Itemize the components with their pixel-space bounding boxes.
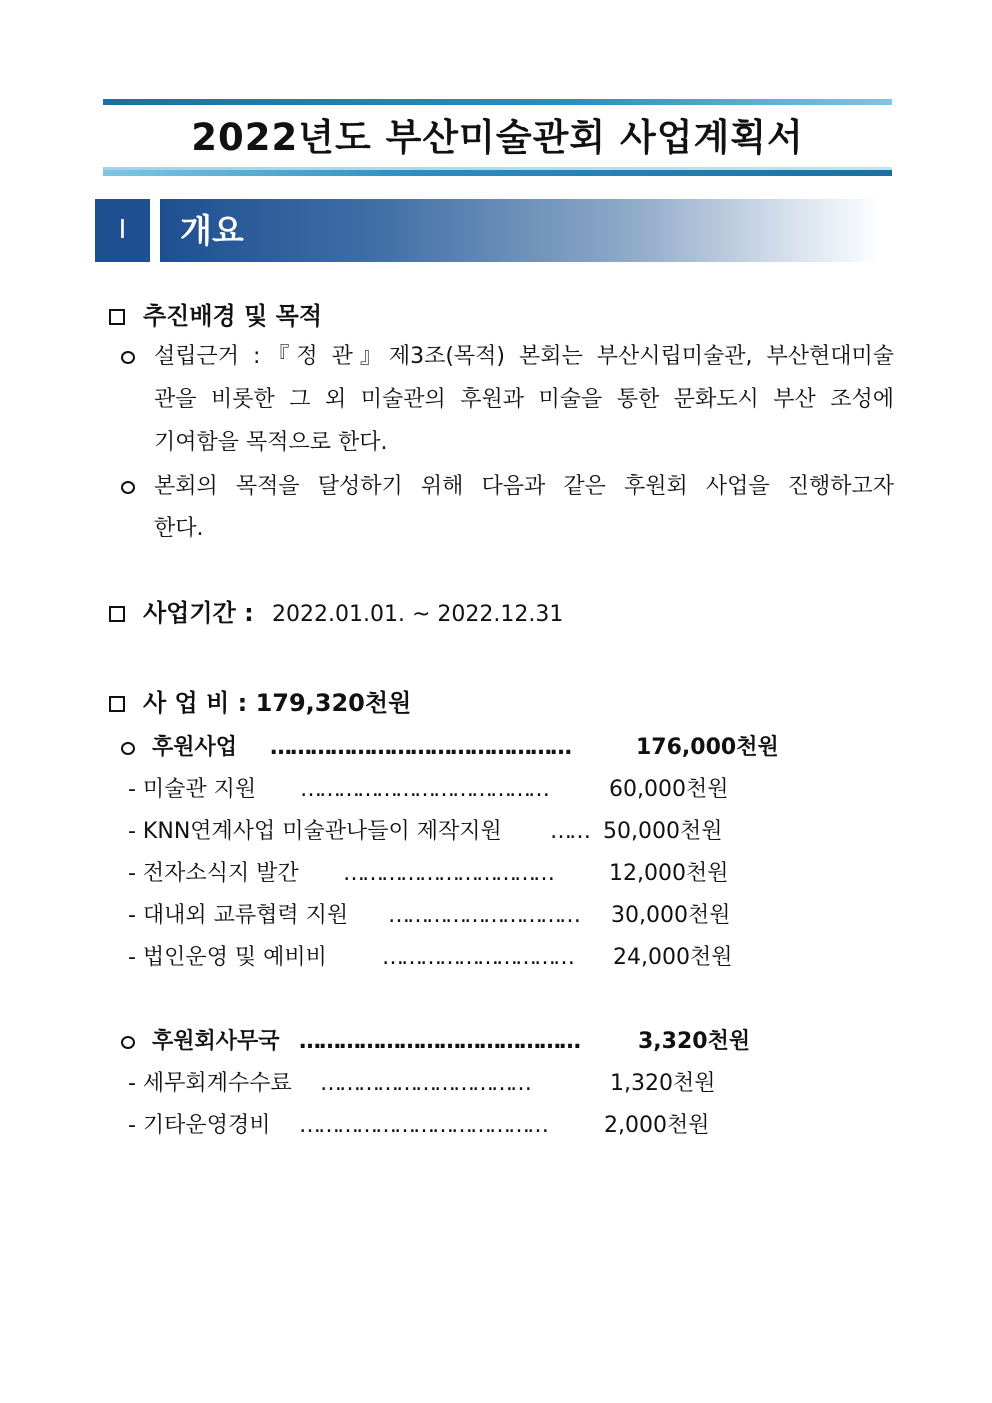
period-heading: 사업기간 : [143, 599, 254, 627]
budget-group-2-label: 후원회사무국 [152, 1029, 280, 1054]
budget-item-label: - 법인운영 및 예비비 [128, 945, 327, 970]
background-bullet-1-line-1: 설립근거 :『정 관』제3조(목적) 본회는 부산시립미술관, 부산현대미술 [154, 344, 894, 369]
budget-item-amount: 24,000천원 [613, 945, 733, 970]
section-number-block: Ⅰ [95, 199, 150, 262]
budget-item-amount: 1,320천원 [610, 1071, 716, 1096]
budget-item-leader: …………………………… [343, 861, 552, 886]
budget-item-amount: 60,000천원 [609, 777, 729, 802]
budget-item-leader: …… [550, 819, 588, 844]
budget-item-leader: ………………………………… [300, 777, 547, 802]
budget-item-leader: ………………………………… [299, 1113, 546, 1138]
document-title: 2022년도 부산미술관회 사업계획서 [191, 116, 804, 159]
title-bottom-rule-dark [103, 170, 892, 176]
budget-group-1-amount: 176,000천원 [636, 735, 779, 760]
budget-item-label: - 대내외 교류협력 지원 [128, 903, 349, 928]
background-heading: 추진배경 및 목적 [143, 302, 322, 330]
budget-item-label: - 기타운영경비 [128, 1113, 271, 1138]
budget-item-amount: 2,000천원 [604, 1113, 710, 1138]
background-bullet-2-line-2: 한다. [154, 516, 204, 541]
budget-group-2-leader: …………………………………… [299, 1029, 579, 1054]
circle-bullet-icon [121, 742, 135, 755]
budget-group-1-leader: ……………………………………… [270, 735, 570, 760]
checkbox-square-icon [109, 309, 125, 325]
budget-heading: 사 업 비 : 179,320천원 [143, 689, 412, 717]
budget-item-label: - 전자소식지 발간 [128, 861, 299, 886]
budget-item-label: - 미술관 지원 [128, 777, 257, 802]
budget-item-label: - 세무회계수수료 [128, 1071, 292, 1096]
section-header-bar [160, 199, 882, 262]
period-value: 2022.01.01. ~ 2022.12.31 [272, 602, 564, 627]
title-top-rule [103, 99, 892, 105]
background-bullet-1-line-2: 관을 비롯한 그 외 미술관의 후원과 미술을 통한 문화도시 부산 조성에 [154, 387, 894, 412]
background-bullet-1-line-3: 기여함을 목적으로 한다. [154, 430, 388, 455]
budget-item-label: - KNN연계사업 미술관나들이 제작지원 [128, 819, 502, 844]
budget-item-leader: ………………………… [382, 945, 572, 970]
budget-item-amount: 50,000천원 [603, 819, 723, 844]
section-title: 개요 [180, 211, 244, 250]
budget-group-2-amount: 3,320천원 [638, 1029, 751, 1054]
budget-item-leader: …………………………… [320, 1071, 529, 1096]
budget-item-amount: 30,000천원 [611, 903, 731, 928]
background-bullet-2-line-1: 본회의 목적을 달성하기 위해 다음과 같은 후원회 사업을 진행하고자 [154, 474, 894, 499]
budget-item-amount: 12,000천원 [609, 861, 729, 886]
checkbox-square-icon [109, 696, 125, 712]
checkbox-square-icon [109, 606, 125, 622]
budget-item-leader: ………………………… [388, 903, 578, 928]
budget-group-1-label: 후원사업 [152, 735, 238, 760]
circle-bullet-icon [121, 1036, 135, 1049]
circle-bullet-icon [121, 481, 135, 494]
circle-bullet-icon [121, 351, 135, 364]
